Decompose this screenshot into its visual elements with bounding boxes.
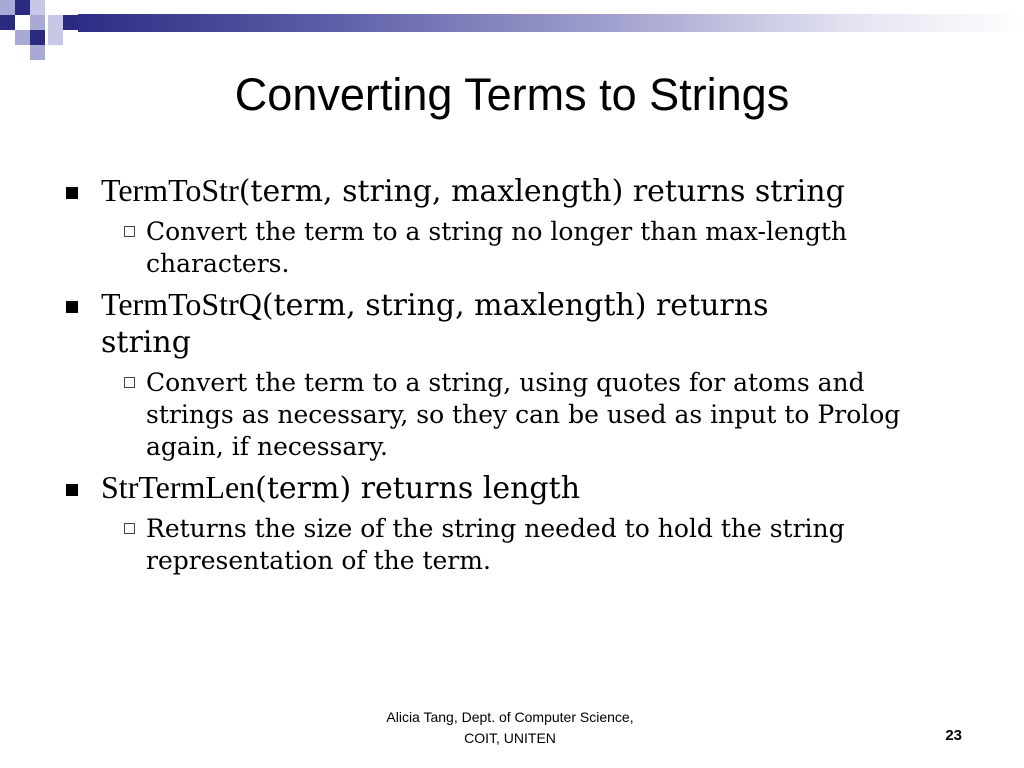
function-name: TermToStr xyxy=(101,172,239,208)
sub-bullet-text: Returns the size of the string needed to hold the string representation of the term. xyxy=(146,514,845,575)
sub-bullet-text: Convert the term to a string, using quotes for atoms and strings as necessary, so they can be used as input to Prolog again, if necessary. xyxy=(146,368,901,461)
header-square xyxy=(30,30,45,45)
function-name: StrTermLen xyxy=(101,469,256,505)
hollow-square-bullet-icon xyxy=(124,377,135,388)
slide-footer xyxy=(310,707,710,749)
header-square xyxy=(48,15,63,30)
bullet-item xyxy=(60,172,960,210)
page-number: 23 xyxy=(945,727,962,744)
slide-title: Converting Terms to Strings xyxy=(234,69,790,120)
sub-bullet-text: Convert the term to a string no longer than max-length characters. xyxy=(146,217,848,278)
function-signature: (term, string, maxlength) returns string xyxy=(101,288,769,360)
header-square xyxy=(63,15,78,30)
header-square xyxy=(48,30,63,45)
header-square xyxy=(0,15,15,30)
sub-bullet-item xyxy=(60,216,960,280)
function-signature: (term) returns length xyxy=(255,471,581,506)
hollow-square-bullet-icon xyxy=(124,523,135,534)
sub-bullet-item xyxy=(60,367,960,463)
hollow-square-bullet-icon xyxy=(124,226,135,237)
bullet-item xyxy=(60,469,960,507)
footer-author-line: Alicia Tang, Dept. of Computer Science, xyxy=(386,709,634,725)
header-square xyxy=(30,45,45,60)
header-gradient-bar xyxy=(78,14,1024,32)
bullet-list xyxy=(60,172,960,583)
header-square xyxy=(0,0,15,15)
square-bullet-icon xyxy=(66,301,78,313)
bullet-item xyxy=(60,286,841,361)
sub-bullet-item xyxy=(60,513,960,577)
square-bullet-icon xyxy=(66,484,78,496)
footer-institution-line: COIT, UNITEN xyxy=(464,730,556,746)
function-signature: (term, string, maxlength) returns string xyxy=(238,174,845,209)
header-square xyxy=(15,0,30,15)
square-bullet-icon xyxy=(66,187,78,199)
header-square xyxy=(30,15,45,30)
header-square xyxy=(15,30,30,45)
header-square xyxy=(30,0,45,15)
function-name: TermToStrQ xyxy=(101,286,262,322)
